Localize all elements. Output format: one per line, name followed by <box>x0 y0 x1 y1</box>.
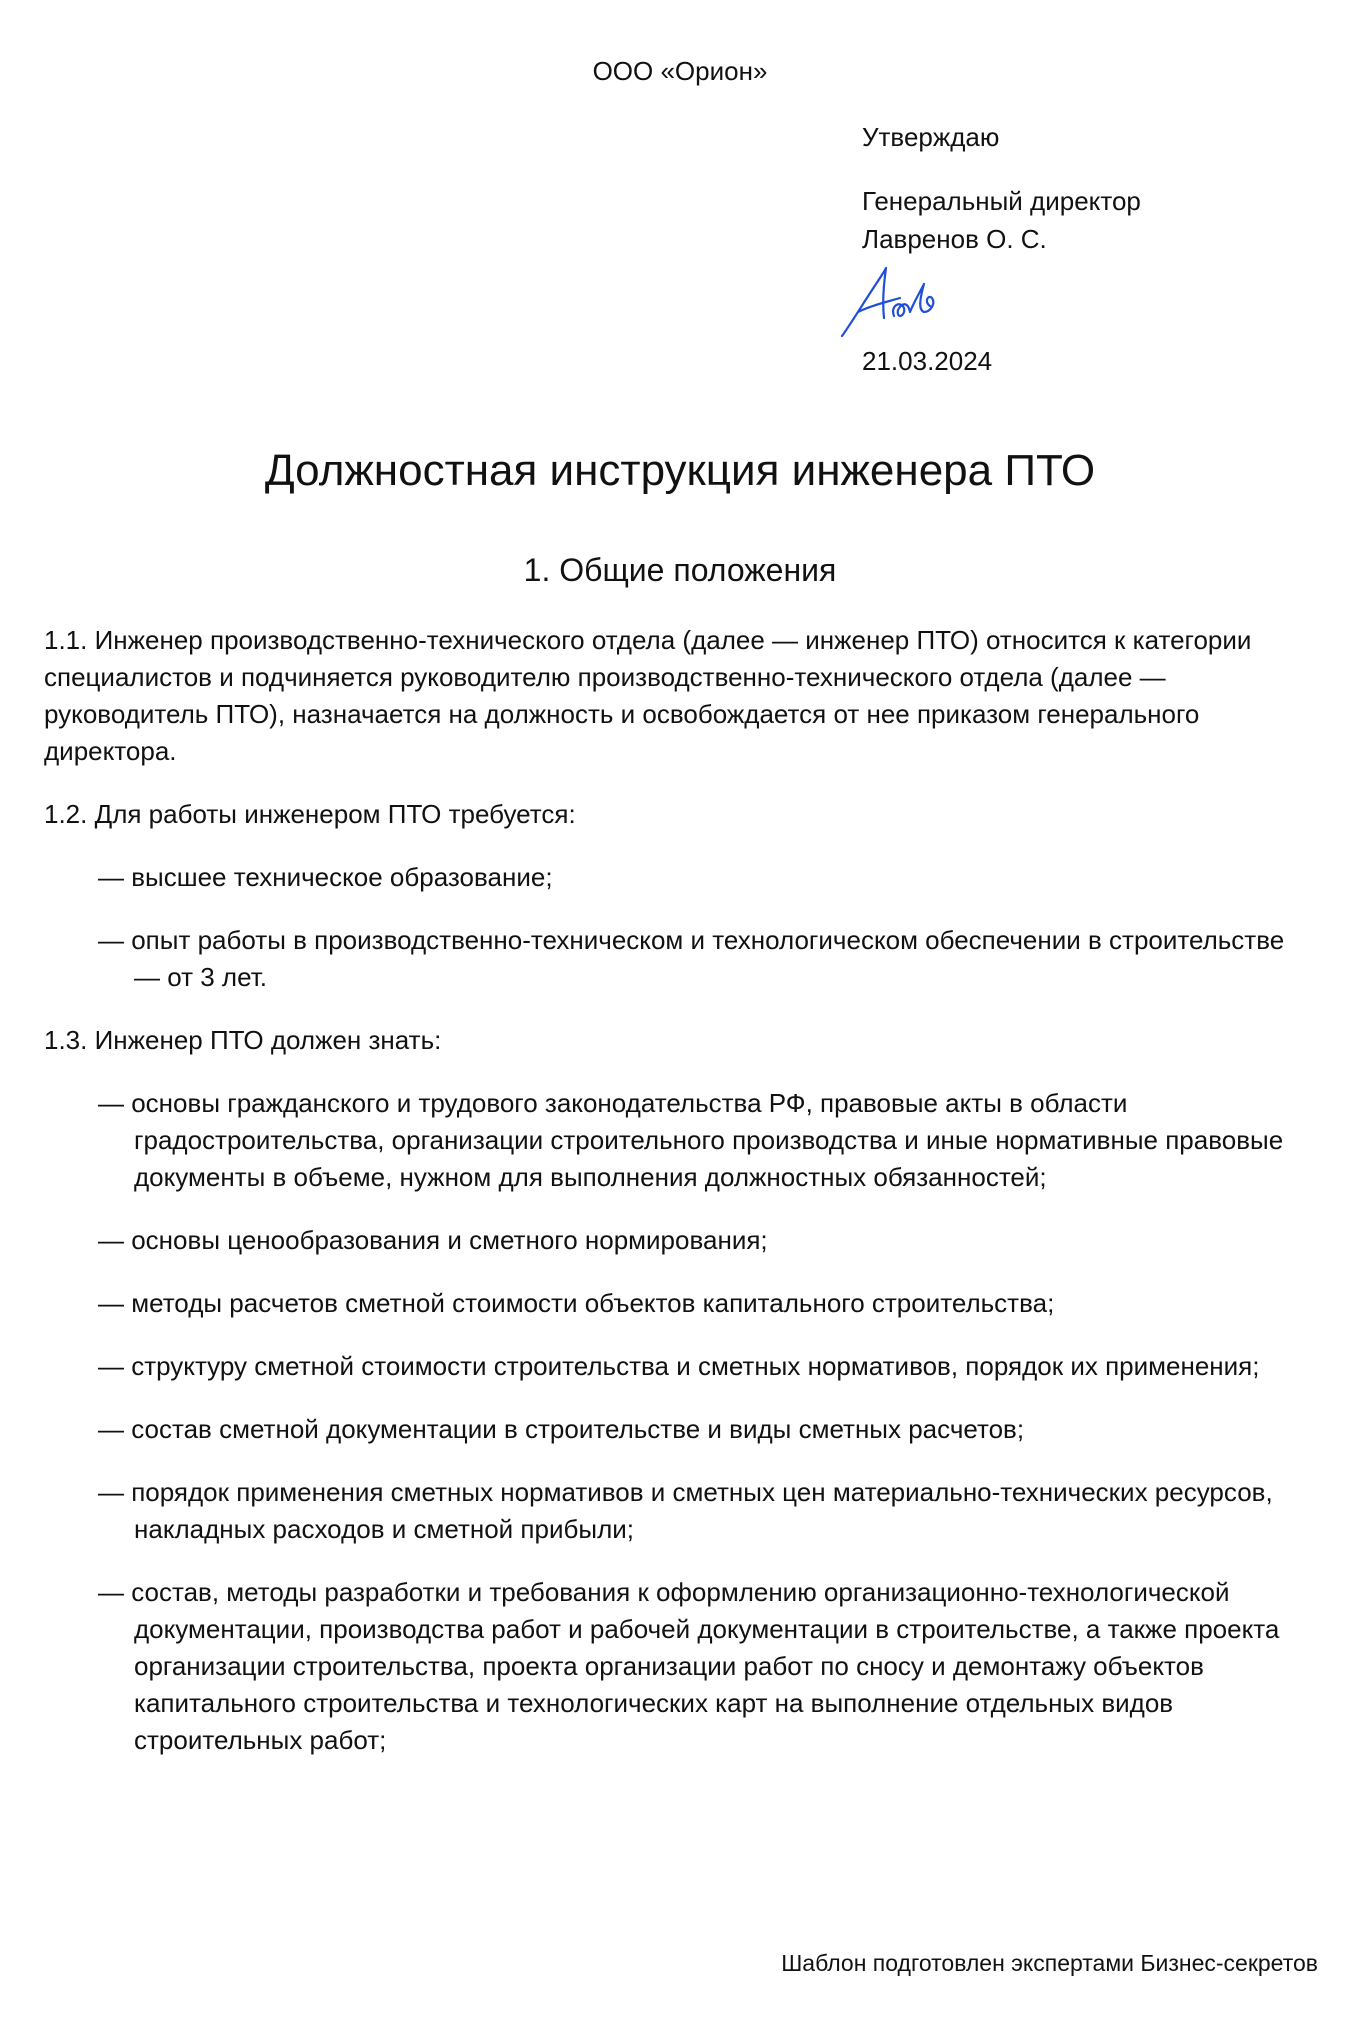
list-item: — состав сметной документации в строительстве и виды сметных расчетов; <box>98 1414 1025 1444</box>
approval-date: 21.03.2024 <box>862 346 993 376</box>
paragraph-1-2: 1.2. Для работы инженером ПТО требуется: <box>44 799 576 829</box>
document-body <box>44 622 1304 1785</box>
list-item: — основы ценообразования и сметного нормирования; <box>98 1225 768 1255</box>
approver-position: Генеральный директор <box>862 186 1141 216</box>
document-title: Должностная инструкция инженера ПТО <box>264 446 1096 495</box>
organization-name: ООО «Орион» <box>592 56 768 86</box>
section-title: 1. Общие положения <box>523 552 837 588</box>
paragraph-1-3: 1.3. Инженер ПТО должен знать: <box>44 1025 442 1055</box>
list-item: — структуру сметной стоимости строительства и сметных нормативов, порядок их применения; <box>98 1351 1260 1381</box>
signature-image <box>838 262 948 342</box>
list-item: — состав, методы разработки и требования к оформлению организационно-технологической документации, производства работ и рабочей документации в строительстве, а также проекта организации строительства, проекта организации работ по сносу и демонтажу объектов капитального строительства и технологических карт на выполнение отдельных видов строительных работ; <box>98 1577 1280 1755</box>
approval-label: Утверждаю <box>862 122 1000 152</box>
list-item: — опыт работы в производственно-техническом и технологическом обеспечении в строительстве — от 3 лет. <box>98 925 1285 992</box>
list-item: — основы гражданского и трудового законодательства РФ, правовые акты в области градостроительства, организации строительного производства и иные нормативные правовые документы в объеме, нужном для выполнения должностных обязанностей; <box>98 1088 1284 1192</box>
list-item: — методы расчетов сметной стоимости объектов капитального строительства; <box>98 1288 1055 1318</box>
approval-block <box>862 118 1141 258</box>
footer-note: Шаблон подготовлен экспертами Бизнес-секретов <box>781 1950 1318 1976</box>
approver-name: Лавренов О. С. <box>862 224 1047 254</box>
list-item: — порядок применения сметных нормативов и сметных цен материально-технических ресурсов, накладных расходов и сметной прибыли; <box>98 1477 1273 1544</box>
paragraph-1-1: 1.1. Инженер производственно-технического отдела (далее — инженер ПТО) относится к категории специалистов и подчиняется руководителю производственно-технического отдела (далее — руководитель ПТО), назначается на должность и освобождается от нее приказом генерального директора. <box>44 625 1252 766</box>
list-item: — высшее техническое образование; <box>98 862 553 892</box>
